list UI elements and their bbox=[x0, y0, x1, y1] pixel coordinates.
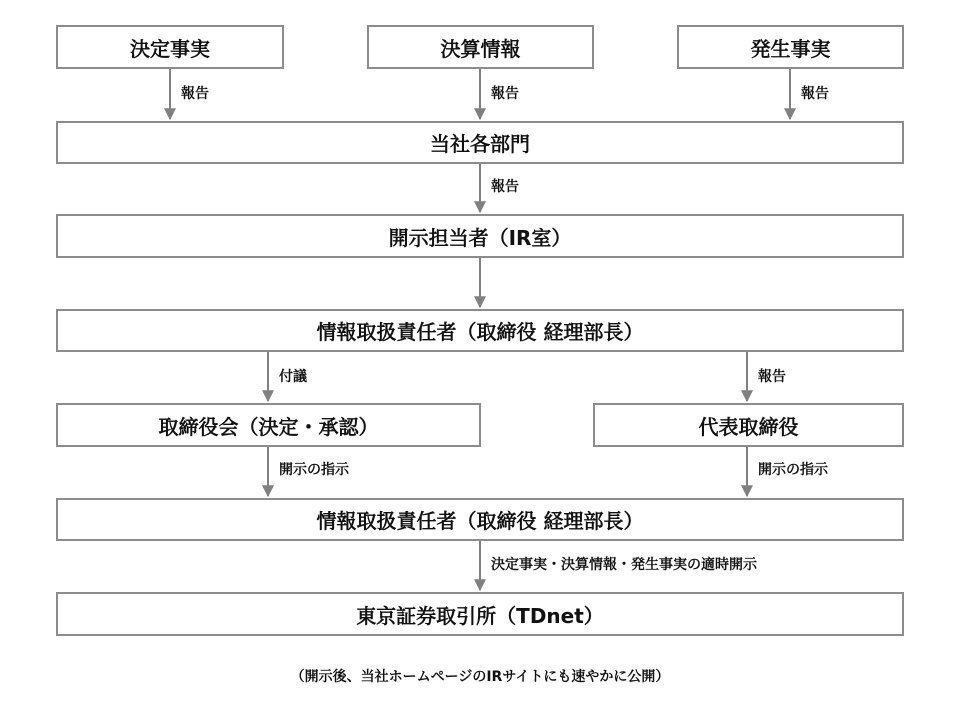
representative-box: 代表取締役 bbox=[593, 403, 904, 447]
info-manager-box-2: 情報取扱責任者（取締役 経理部長） bbox=[56, 498, 904, 541]
report-label-4: 報告 bbox=[491, 179, 519, 195]
info-manager-box-1: 情報取扱責任者（取締役 経理部長） bbox=[56, 309, 904, 352]
disclosure-instruction-label-2: 開示の指示 bbox=[758, 462, 828, 478]
decision-facts-box: 決定事実 bbox=[56, 25, 284, 69]
departments-box: 当社各部門 bbox=[56, 121, 904, 164]
disclosure-officer-box: 開示担当者（IR室） bbox=[56, 214, 904, 258]
report-label-2: 報告 bbox=[491, 86, 519, 102]
board-box: 取締役会（決定・承認） bbox=[56, 403, 481, 447]
timely-disclosure-label: 決定事実・決算情報・発生事実の適時開示 bbox=[491, 557, 757, 573]
tse-box: 東京証券取引所（TDnet） bbox=[56, 592, 904, 636]
deliberation-label: 付議 bbox=[279, 369, 307, 385]
financial-info-box: 決算情報 bbox=[367, 25, 594, 69]
footnote: （開示後、当社ホームページのIRサイトにも速やかに公開） bbox=[290, 669, 670, 685]
disclosure-instruction-label-1: 開示の指示 bbox=[279, 462, 349, 478]
report-label-1: 報告 bbox=[181, 86, 209, 102]
report-label-5: 報告 bbox=[758, 369, 786, 385]
report-label-3: 報告 bbox=[801, 86, 829, 102]
occurred-facts-box: 発生事実 bbox=[677, 25, 904, 69]
